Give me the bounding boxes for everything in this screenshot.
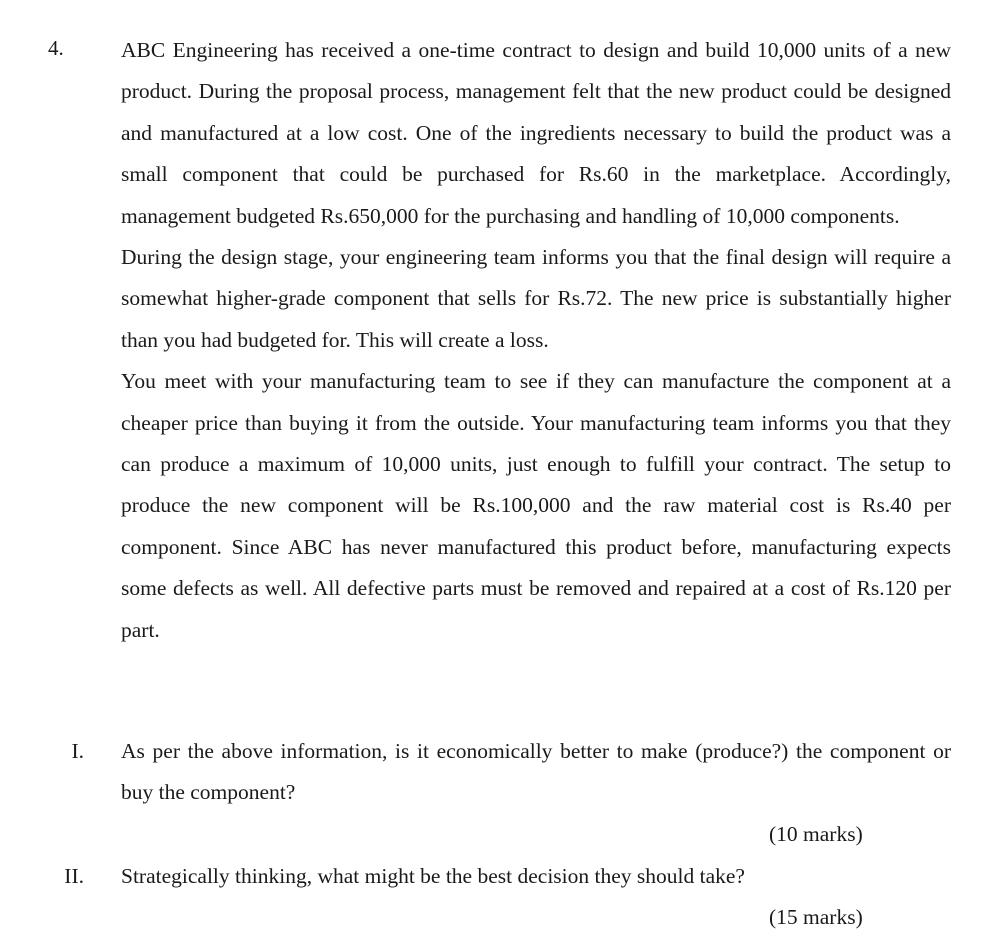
paragraph-design-stage: During the design stage, your engineering team informs you that the final design will require a somewhat higher-grade component that sells for Rs.72. The new price is substantially higher than you had budgeted for. This will create a loss. xyxy=(121,245,951,352)
sub-question-text: Strategically thinking, what might be the best decision they should take? xyxy=(121,864,745,888)
sub-question-2-marks: (15 marks) xyxy=(769,905,863,929)
paragraph-contract: ABC Engineering has received a one-time contract to design and build 10,000 units of a new product. During the proposal process, management felt that the new product could be designed and manufactured at a low cost. One of the ingredients necessary to build the product was a small component that could be purchased for Rs.60 in the marketplace. Accordingly, management budgeted Rs.650,000 for the purchasing and handling of 10,000 components. xyxy=(121,38,951,228)
sub-question-number: I. xyxy=(71,739,84,763)
sub-question-text: As per the above information, is it economically better to make (produce?) the component or buy the component? xyxy=(121,739,951,805)
question-body xyxy=(121,30,951,651)
paragraph-manufacturing: You meet with your manufacturing team to see if they can manufacture the component at a cheaper price than buying it from the outside. Your manufacturing team informs you that they can produce a maximum of 10,000 units, just enough to fulfill your contract. The setup to produce the new component will be Rs.100,000 and the raw material cost is Rs.40 per component. Since ABC has never manufactured this product before, manufacturing expects some defects as well. All defective parts must be removed and repaired at a cost of Rs.120 per part. xyxy=(121,369,951,642)
sub-question-number: II. xyxy=(64,864,84,888)
sub-question-1-marks: (10 marks) xyxy=(769,822,863,846)
question-number: 4. xyxy=(48,36,64,60)
